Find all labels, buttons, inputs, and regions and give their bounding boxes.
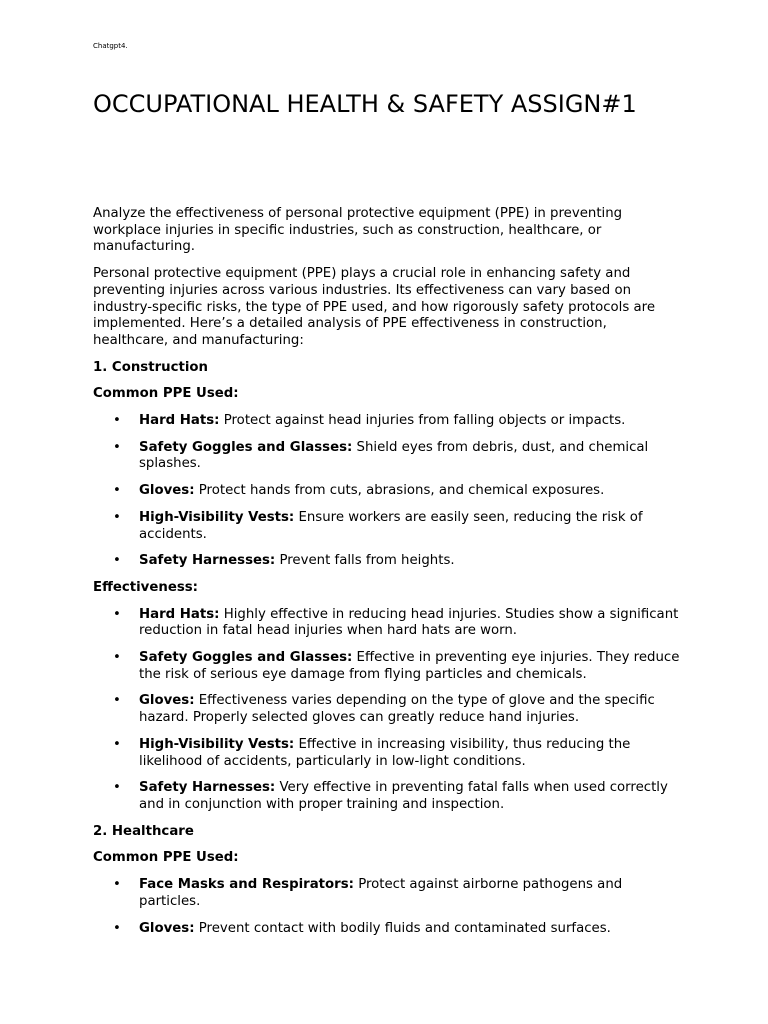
bullet-icon: • [113, 780, 121, 796]
bullet-icon: • [113, 736, 121, 752]
bullet-icon: • [113, 877, 121, 893]
list-item [93, 650, 683, 683]
list-item-term: Gloves: [139, 483, 195, 499]
list-item [93, 921, 683, 938]
list-item [93, 510, 683, 543]
list-item [93, 553, 683, 570]
header-note: Chatgpt4. [93, 42, 128, 50]
list-item-term: Face Masks and Respirators: [139, 877, 354, 893]
list-item-term: Safety Goggles and Glasses: [139, 650, 353, 666]
bullet-icon: • [113, 553, 121, 569]
document-body [93, 206, 683, 947]
list-item [93, 607, 683, 640]
subheading-common-ppe-construction: Common PPE Used: [93, 386, 239, 402]
list-item [93, 877, 683, 910]
bullet-icon: • [113, 693, 121, 709]
list-item-text: Prevent contact with bodily fluids and contaminated surfaces. [194, 920, 611, 936]
bullet-icon: • [113, 650, 121, 666]
list-item-term: Gloves: [139, 920, 195, 936]
list-item-text: Effective in increasing visibility, thus reducing the likelihood of accidents, particularly in low-light conditions. [139, 736, 631, 769]
subheading-common-ppe-healthcare: Common PPE Used: [93, 850, 239, 866]
bullet-icon: • [113, 606, 121, 622]
list-item [93, 483, 683, 500]
list-item-text: Effectiveness varies depending on the type of glove and the specific hazard. Properly selected gloves can greatly reduce hand injuries. [139, 693, 655, 726]
bullet-icon: • [113, 920, 121, 936]
construction-effectiveness-list [93, 607, 683, 814]
section-heading-construction: 1. Construction [93, 359, 208, 375]
list-item-text: Highly effective in reducing head injuries. Studies show a significant reduction in fatal head injuries when hard hats are worn. [139, 606, 679, 639]
list-item-term: Safety Harnesses: [139, 780, 276, 796]
list-item-text: Protect hands from cuts, abrasions, and chemical exposures. [194, 483, 605, 499]
list-item-text: Protect against head injuries from falling objects or impacts. [219, 413, 626, 429]
list-item-term: Hard Hats: [139, 606, 220, 622]
list-item-term: Safety Goggles and Glasses: [139, 439, 353, 455]
list-item-term: Safety Harnesses: [139, 553, 276, 569]
page-title: OCCUPATIONAL HEALTH & SAFETY ASSIGN#1 [93, 90, 637, 118]
healthcare-common-list [93, 877, 683, 937]
list-item-text: Protect against airborne pathogens and particles. [139, 877, 623, 909]
subheading-effectiveness-construction: Effectiveness: [93, 579, 198, 595]
bullet-icon: • [113, 509, 121, 525]
list-item-text: Prevent falls from heights. [275, 553, 455, 569]
list-item [93, 693, 683, 726]
construction-common-list [93, 413, 683, 570]
bullet-icon: • [113, 439, 121, 455]
prompt-paragraph: Analyze the effectiveness of personal protective equipment (PPE) in preventing workplace injuries in specific industries, such as construction, healthcare, or manufacturing. [93, 206, 623, 255]
list-item-term: High-Visibility Vests: [139, 509, 295, 525]
intro-paragraph: Personal protective equipment (PPE) plays a crucial role in enhancing safety and preventing injuries across various industries. Its effectiveness can vary based on industry-specific risks, the type of PPE used, and how rigorously safety protocols are implemented. Here’s a detailed analysis of PPE effectiveness in construction, healthcare, and manufacturing: [93, 266, 656, 348]
list-item [93, 440, 683, 473]
section-heading-healthcare: 2. Healthcare [93, 823, 194, 839]
list-item-text: Shield eyes from debris, dust, and chemical splashes. [139, 439, 649, 472]
list-item-term: Hard Hats: [139, 413, 220, 429]
list-item [93, 780, 683, 813]
bullet-icon: • [113, 413, 121, 429]
list-item-text: Ensure workers are easily seen, reducing the risk of accidents. [139, 509, 643, 542]
bullet-icon: • [113, 483, 121, 499]
list-item-text: Very effective in preventing fatal falls when used correctly and in conjunction with proper training and inspection. [139, 780, 668, 812]
list-item [93, 737, 683, 770]
list-item [93, 413, 683, 430]
list-item-term: Gloves: [139, 693, 195, 709]
list-item-text: Effective in preventing eye injuries. They reduce the risk of serious eye damage from flying particles and chemicals. [139, 650, 680, 682]
list-item-term: High-Visibility Vests: [139, 736, 295, 752]
